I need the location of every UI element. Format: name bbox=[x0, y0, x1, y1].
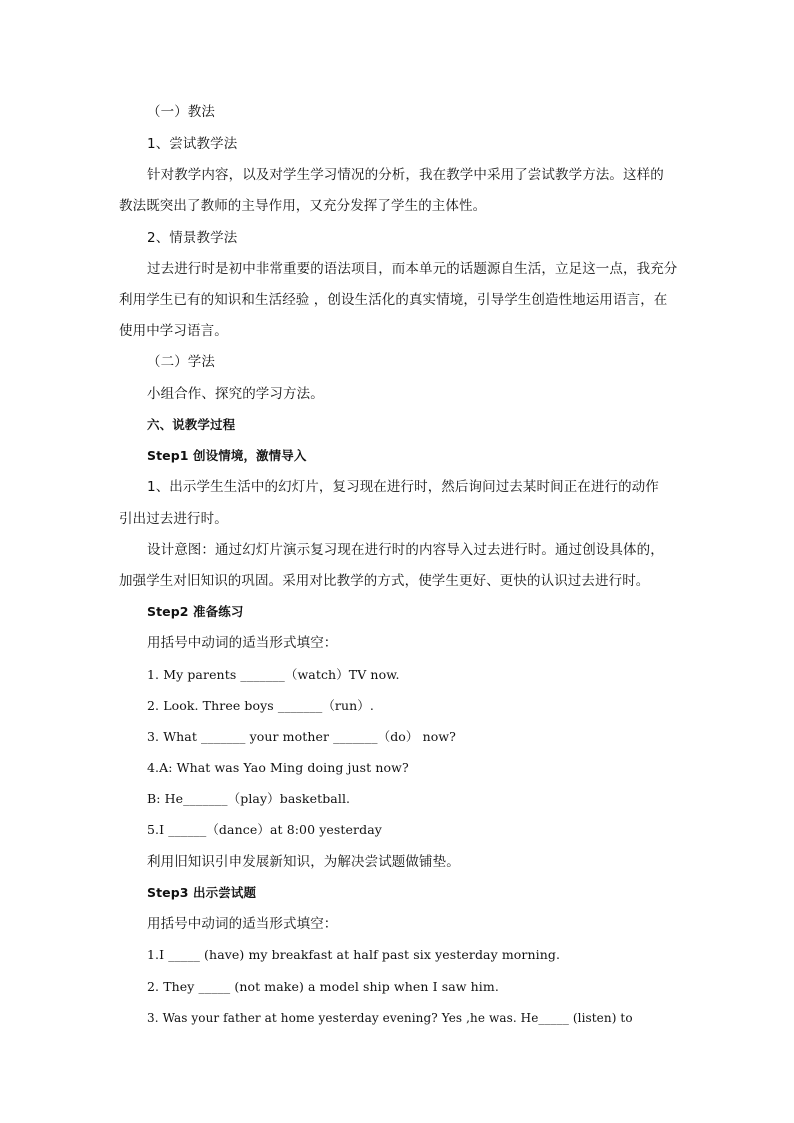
paragraph-line: 过去进行时是初中非常重要的语法项目，而本单元的话题源自生活，立足这一点，我充分 bbox=[147, 261, 678, 277]
exercise-question: 1.I _____ (have) my breakfast at half past six yesterday morning. bbox=[147, 947, 561, 962]
paragraph-line: 使用中学习语言。 bbox=[119, 323, 228, 339]
exercise-instruction: 用括号中动词的适当形式填空： bbox=[147, 635, 338, 651]
exercise-question: 4.A: What was Yao Ming doing just now? bbox=[147, 760, 409, 775]
list-item-trial-teaching: 1、尝试教学法 bbox=[147, 136, 238, 152]
paragraph-line: 引出过去进行时。 bbox=[119, 511, 228, 527]
exercise-question: 2. They _____ (not make) a model ship when I saw him. bbox=[147, 979, 499, 994]
step-heading-3: Step3 出示尝试题 bbox=[147, 885, 257, 900]
section-heading-learning-method: （二）学法 bbox=[147, 354, 215, 370]
exercise-question: 5.I ______（dance）at 8:00 yesterday bbox=[147, 822, 382, 837]
paragraph-line: 针对教学内容，以及对学生学习情况的分析，我在教学中采用了尝试教学方法。这样的 bbox=[147, 167, 664, 183]
section-heading-teaching-process: 六、说教学过程 bbox=[147, 417, 236, 432]
step-heading-2: Step2 准备练习 bbox=[147, 604, 244, 619]
exercise-question: 3. Was your father at home yesterday evening? Yes ,he was. He_____ (listen) to bbox=[147, 1011, 633, 1025]
list-item-situational-teaching: 2、情景教学法 bbox=[147, 230, 238, 246]
exercise-question: B: He_______（play）basketball. bbox=[147, 791, 351, 806]
section-heading-teaching-method: （一）教法 bbox=[147, 104, 215, 120]
paragraph-line: 利用学生已有的知识和生活经验 ，创设生活化的真实情境，引导学生创造性地运用语言，在 bbox=[119, 292, 668, 308]
exercise-question: 1. My parents _______（watch）TV now. bbox=[147, 667, 400, 682]
paragraph-line: 利用旧知识引申发展新知识，为解决尝试题做铺垫。 bbox=[147, 854, 460, 870]
exercise-question: 3. What _______ your mother _______（do） now? bbox=[147, 729, 456, 744]
paragraph-line: 设计意图：通过幻灯片演示复习现在进行时的内容导入过去进行时。通过创设具体的， bbox=[147, 542, 664, 558]
exercise-question: 2. Look. Three boys _______（run）. bbox=[147, 698, 374, 713]
paragraph-line: 教法既突出了教师的主导作用，又充分发挥了学生的主体性。 bbox=[119, 198, 487, 214]
step-heading-1: Step1 创设情境，激情导入 bbox=[147, 448, 307, 463]
paragraph-line: 加强学生对旧知识的巩固。采用对比教学的方式，使学生更好、更快的认识过去进行时。 bbox=[119, 573, 650, 589]
paragraph-line: 1、出示学生生活中的幻灯片，复习现在进行时，然后询问过去某时间正在进行的动作 bbox=[147, 479, 659, 495]
paragraph-line: 小组合作、探究的学习方法。 bbox=[147, 386, 324, 402]
exercise-instruction: 用括号中动词的适当形式填空： bbox=[147, 916, 338, 932]
